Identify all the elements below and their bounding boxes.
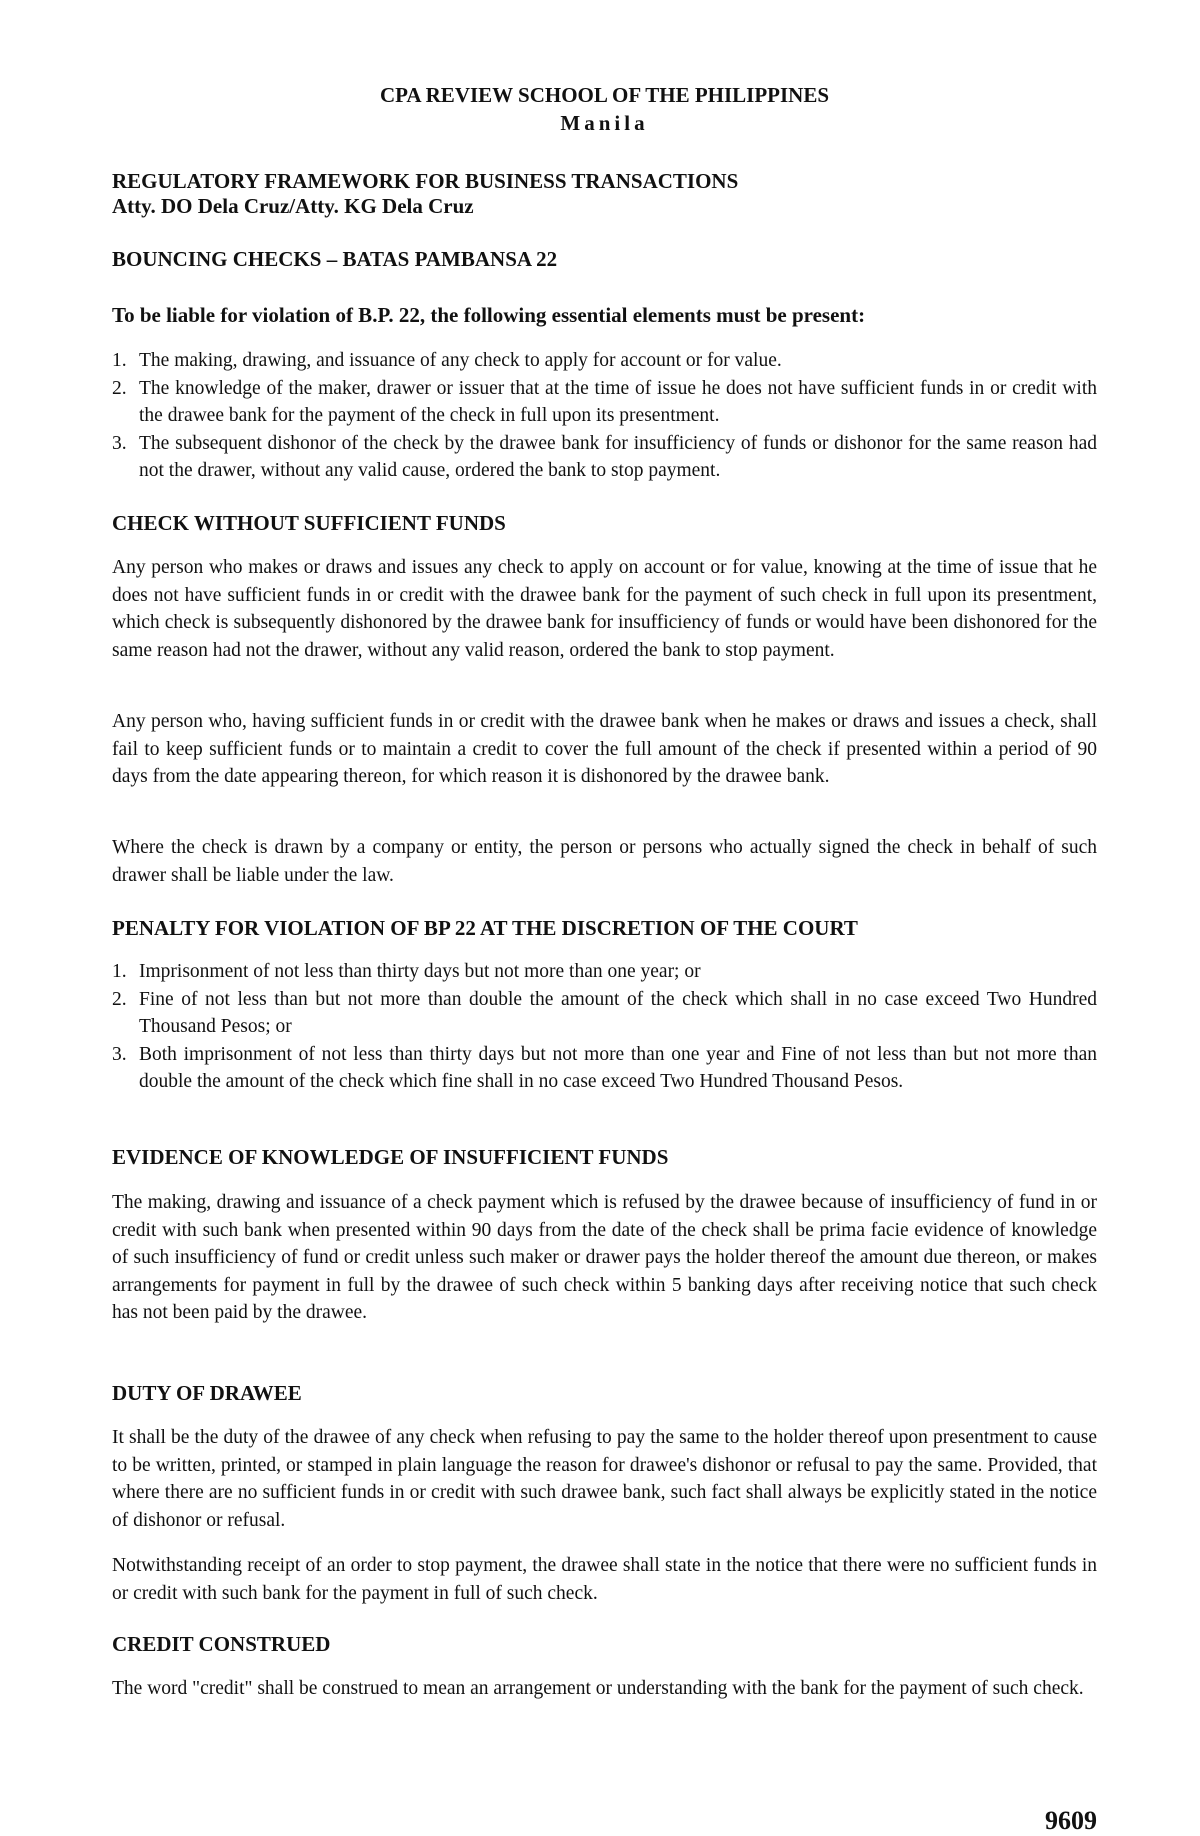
item-number: 1.: [112, 961, 127, 982]
item-text: Imprisonment of not less than thirty days but not more than one year; or: [139, 961, 701, 982]
paragraph: Any person who, having sufficient funds in or credit with the drawee bank when he makes or draws and issues a check, shall fail to keep sufficient funds or to maintain a credit to cover the full amount of the check if presented within a period of 90 days from the date appearing thereon, for which reason it is dishonored by the drawee bank.: [112, 711, 1097, 787]
school-city: Manila: [560, 111, 649, 135]
elements-list: [112, 347, 1097, 485]
list-item: [112, 1041, 1097, 1096]
list-item: [112, 958, 1097, 986]
school-name: CPA REVIEW SCHOOL OF THE PHILIPPINES: [379, 83, 830, 107]
section-heading-credit: CREDIT CONSTRUED: [112, 1632, 331, 1656]
section-heading-duty: DUTY OF DRAWEE: [112, 1381, 302, 1405]
item-number: 2.: [112, 988, 127, 1010]
subject-title: REGULATORY FRAMEWORK FOR BUSINESS TRANSACTIONS: [112, 169, 739, 193]
paragraph: Notwithstanding receipt of an order to stop payment, the drawee shall state in the notice that there were no sufficient funds in or credit with such bank for the payment in full of such check.: [112, 1555, 1097, 1604]
item-number: 3.: [112, 1043, 127, 1065]
item-text: The making, drawing, and issuance of any check to apply for account or for value.: [139, 350, 782, 371]
item-text: Both imprisonment of not less than thirty days but not more than one year and Fine of not less than but not more than double the amount of the check which fine shall in no case exceed Two Hundred Thousand Pesos.: [139, 1043, 1097, 1092]
item-text: The subsequent dishonor of the check by the drawee bank for insufficiency of funds or dishonor for the same reason had not the drawer, without any valid cause, ordered the bank to stop payment.: [139, 432, 1097, 481]
elements-intro: To be liable for violation of B.P. 22, the following essential elements must be present:: [112, 303, 866, 327]
section-heading-penalty: PENALTY FOR VIOLATION OF BP 22 AT THE DISCRETION OF THE COURT: [112, 916, 858, 940]
item-number: 2.: [112, 377, 127, 399]
list-item: [112, 986, 1097, 1041]
item-number: 3.: [112, 432, 127, 454]
penalty-list: [112, 958, 1097, 1096]
page-number: 9609: [1045, 1806, 1097, 1835]
section-heading-check-without-funds: CHECK WITHOUT SUFFICIENT FUNDS: [112, 511, 506, 535]
item-text: The knowledge of the maker, drawer or issuer that at the time of issue he does not have sufficient funds in or credit with the drawee bank for the payment of the check in full upon its presentment.: [139, 377, 1097, 426]
paragraph: Any person who makes or draws and issues any check to apply on account or for value, knowing at the time of issue that he does not have sufficient funds in or credit with the drawee bank for the payment of such check in full upon its presentment, which check is subsequently dishonored by the drawee bank for insufficiency of funds or would have been dishonored for the same reason had not the drawer, without any valid reason, ordered the bank to stop payment.: [112, 557, 1097, 661]
authors: Atty. DO Dela Cruz/Atty. KG Dela Cruz: [112, 194, 474, 218]
paragraph: The word "credit" shall be construed to mean an arrangement or understanding with the bank for the payment of such check.: [112, 1678, 1084, 1699]
topic-title: BOUNCING CHECKS – BATAS PAMBANSA 22: [112, 247, 558, 271]
paragraph: The making, drawing and issuance of a check payment which is refused by the drawee because of insufficiency of fund in or credit with such bank when presented within 90 days from the date of the check shall be prima facie evidence of knowledge of such insufficiency of fund or credit unless such maker or drawer pays the holder thereof the amount due thereon, or makes arrangements for payment in full by the drawee of such check within 5 banking days after receiving notice that such check has not been paid by the drawee.: [112, 1192, 1097, 1323]
list-item: [112, 347, 1097, 375]
section-heading-evidence: EVIDENCE OF KNOWLEDGE OF INSUFFICIENT FUNDS: [112, 1145, 669, 1169]
item-number: 1.: [112, 350, 127, 371]
item-text: Fine of not less than but not more than double the amount of the check which shall in no case exceed Two Hundred Thousand Pesos; or: [139, 988, 1097, 1037]
paragraph: Where the check is drawn by a company or entity, the person or persons who actually signed the check in behalf of such drawer shall be liable under the law.: [112, 837, 1097, 886]
paragraph: It shall be the duty of the drawee of any check when refusing to pay the same to the holder thereof upon presentment to cause to be written, printed, or stamped in plain language the reason for drawee's dishonor or refusal to pay the same. Provided, that where there are no sufficient funds in or credit with such drawee bank, such fact shall always be explicitly stated in the notice of dishonor or refusal.: [112, 1427, 1097, 1531]
list-item: [112, 430, 1097, 485]
list-item: [112, 375, 1097, 430]
